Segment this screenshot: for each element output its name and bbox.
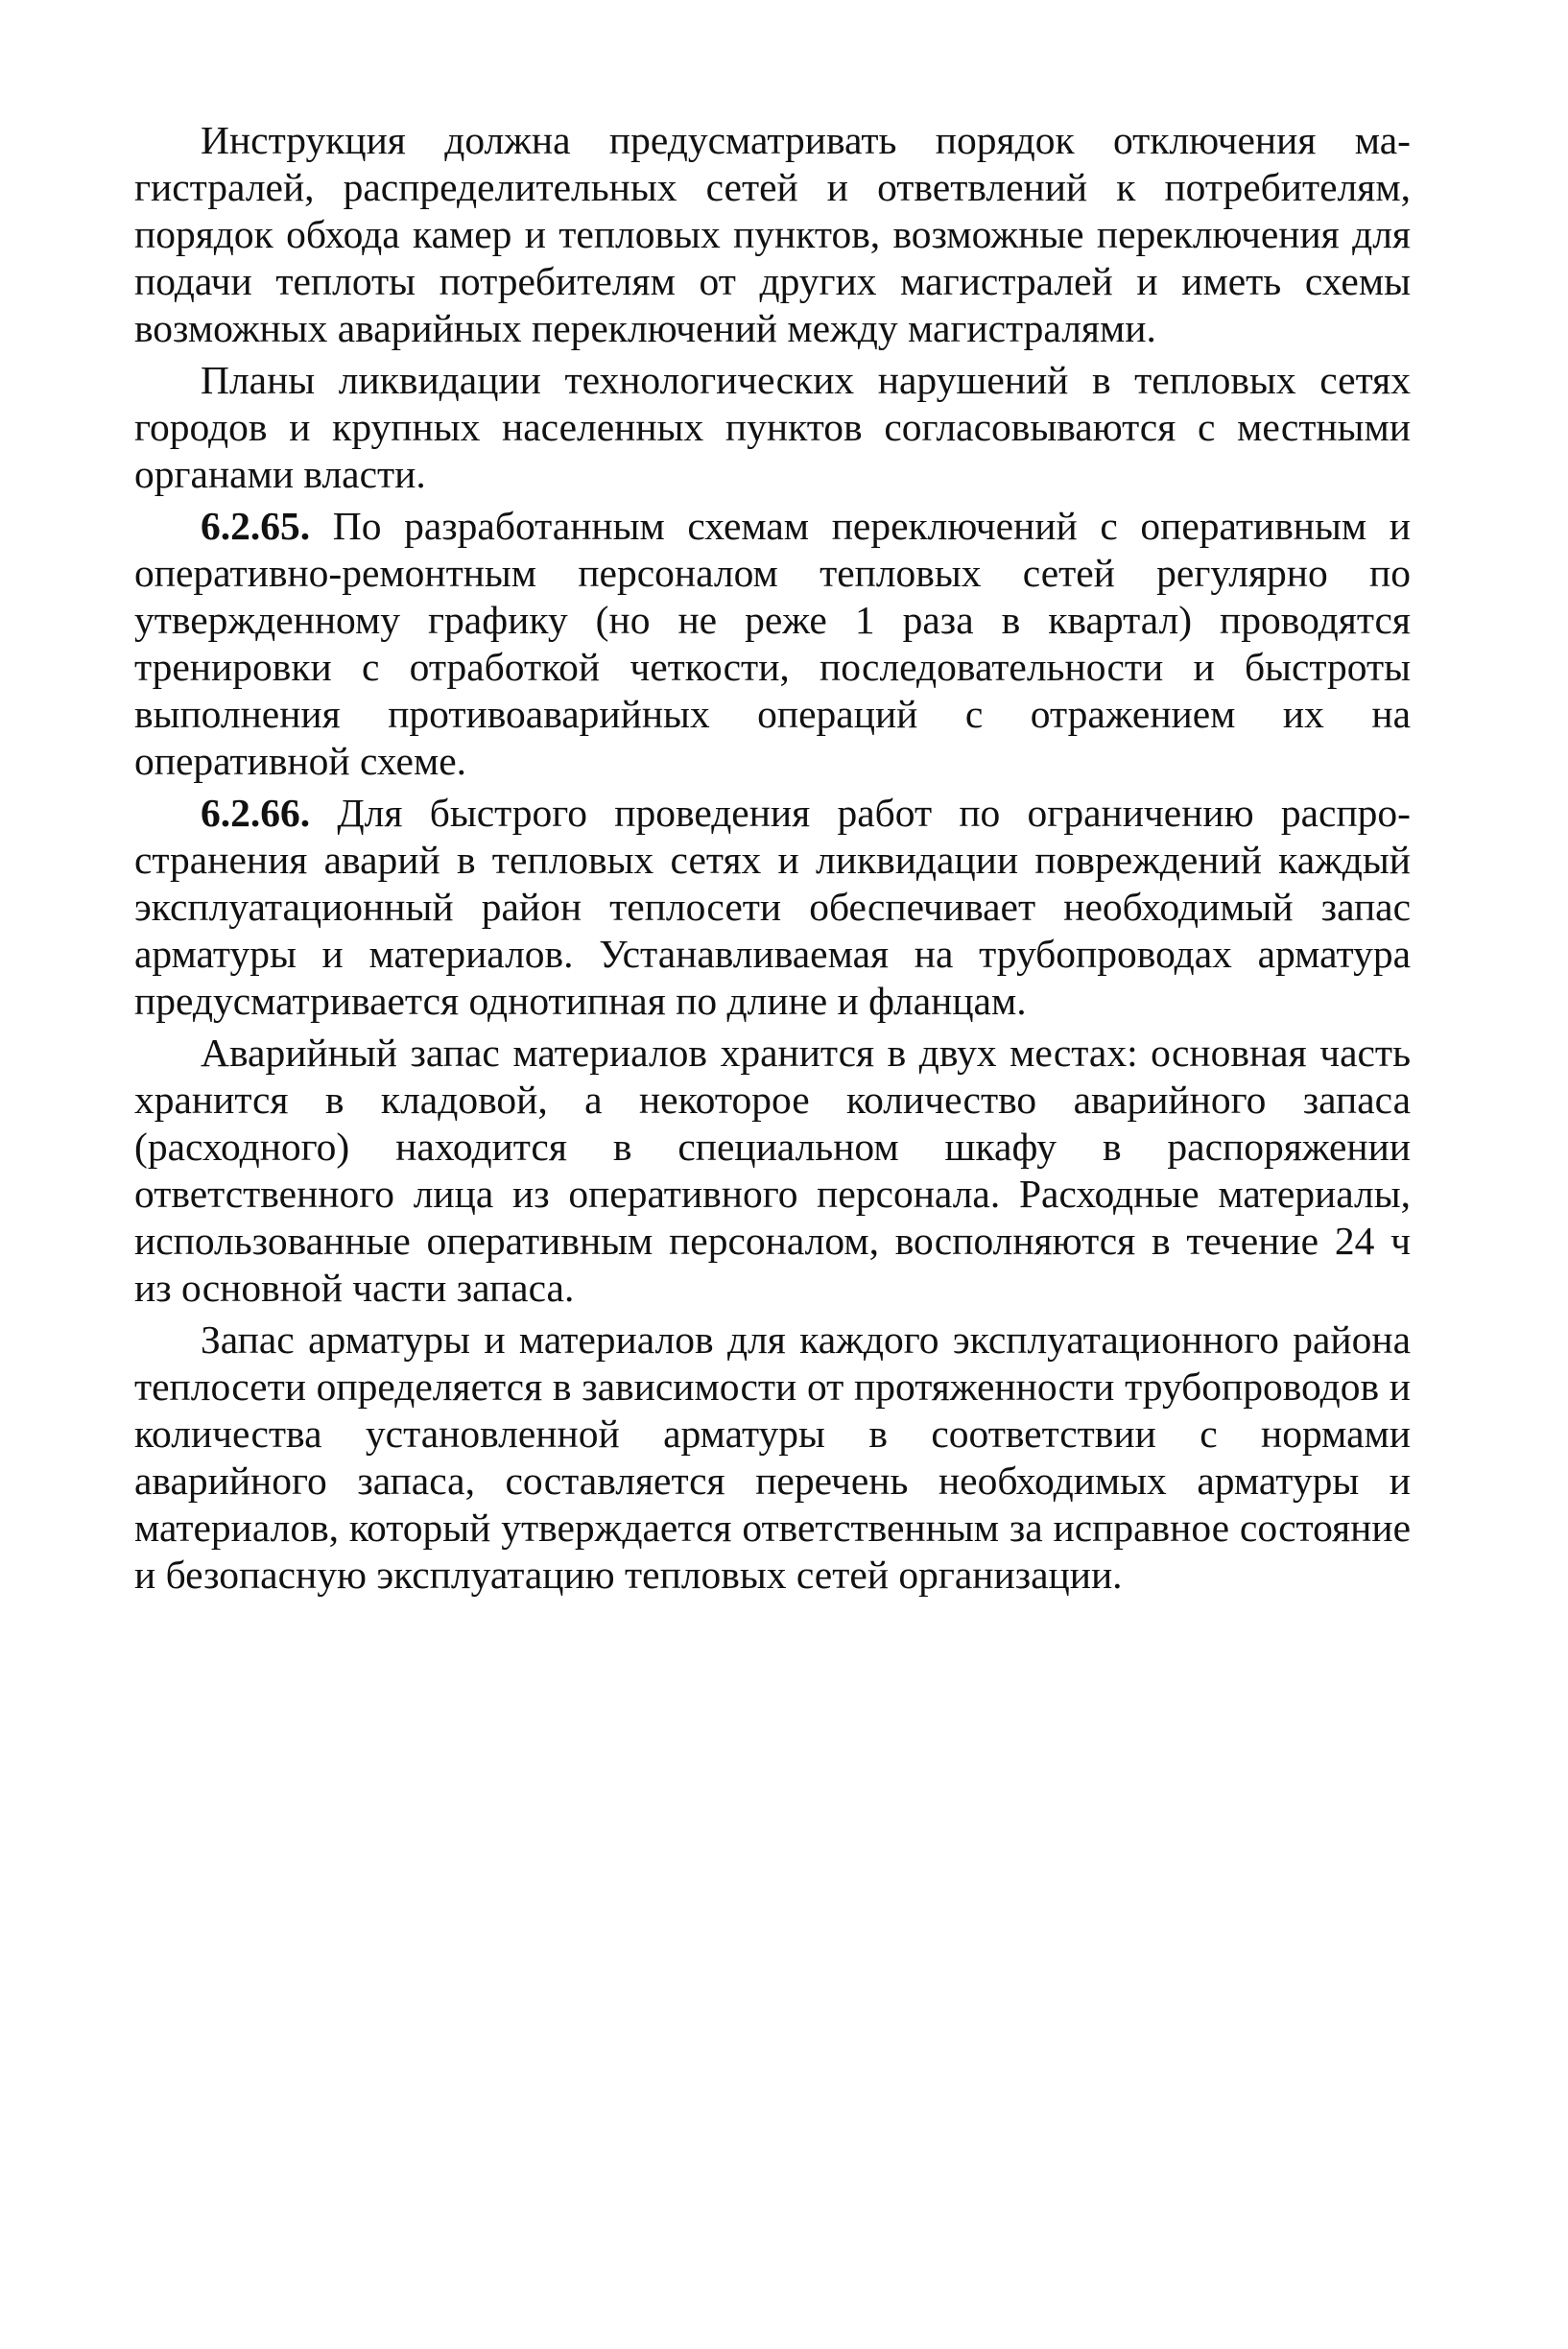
body-text [134, 117, 1411, 1603]
paragraph-text: Планы ликвидации технологических нарушений в тепловых сетях городов и крупных населенных пунктов согласовываются с местными органами власти. [134, 358, 1411, 496]
paragraph-text: Запас арматуры и материалов для каждого эксплуатационного района теплосети определяется в зависимости от протяженности трубопроводов и количества установленной арматуры в соответствии с нормами аварийного запаса, составляется перечень необходимых арматуры и материалов, который утверждается ответственным за исправное состояние и безопасную эксплуатацию тепловых сетей организации. [134, 1317, 1411, 1597]
section-number: 6.2.65. [201, 504, 311, 548]
paragraph-stock-definition [134, 1317, 1411, 1599]
section-number: 6.2.66. [201, 791, 311, 835]
paragraph-emergency-stock [134, 1030, 1411, 1312]
paragraph-liquidation-plans [134, 357, 1411, 498]
paragraph-text: Для быстрого проведения работ по ограничению распространения аварий в тепловых сетях и ликвидации повреждений каждый эксплуатационный район теплосети обеспечивает необходимый запас арматуры и материалов. Устанавливаемая на трубопроводах арматура предусматривается однотипная по длине и фланцам. [134, 791, 1411, 1023]
paragraph-instruction [134, 117, 1411, 352]
paragraph-text: Инструкция должна предусматривать порядок отключения магистралей, распределительных сетей и ответвлений к потребителям, порядок обхода камер и тепловых пунктов, возможные переключения для подачи теплоты потребителям от других магистралей и иметь схемы возможных аварийных переключений между магистралями. [134, 118, 1411, 350]
paragraph-text: Аварийный запас материалов хранится в двух местах: основная часть хранится в кладовой, а некоторое количество аварийного запаса (расходного) находится в специальном шкафу в распоряжении ответственного лица из оперативного персонала. Расходные материалы, использованные оперативным персоналом, восполняются в течение 24 ч из основной части запаса. [134, 1031, 1411, 1310]
paragraph-6-2-66 [134, 790, 1411, 1025]
paragraph-6-2-65 [134, 503, 1411, 785]
paragraph-text: По разработанным схемам переключений с оперативным и оперативно-ремонтным персоналом тепловых сетей регулярно по утвержденному графику (но не реже 1 раза в квартал) проводятся тренировки с отработкой четкости, последовательности и быстроты выполнения противоаварийных операций с отражением их на оперативной схеме. [134, 504, 1411, 783]
